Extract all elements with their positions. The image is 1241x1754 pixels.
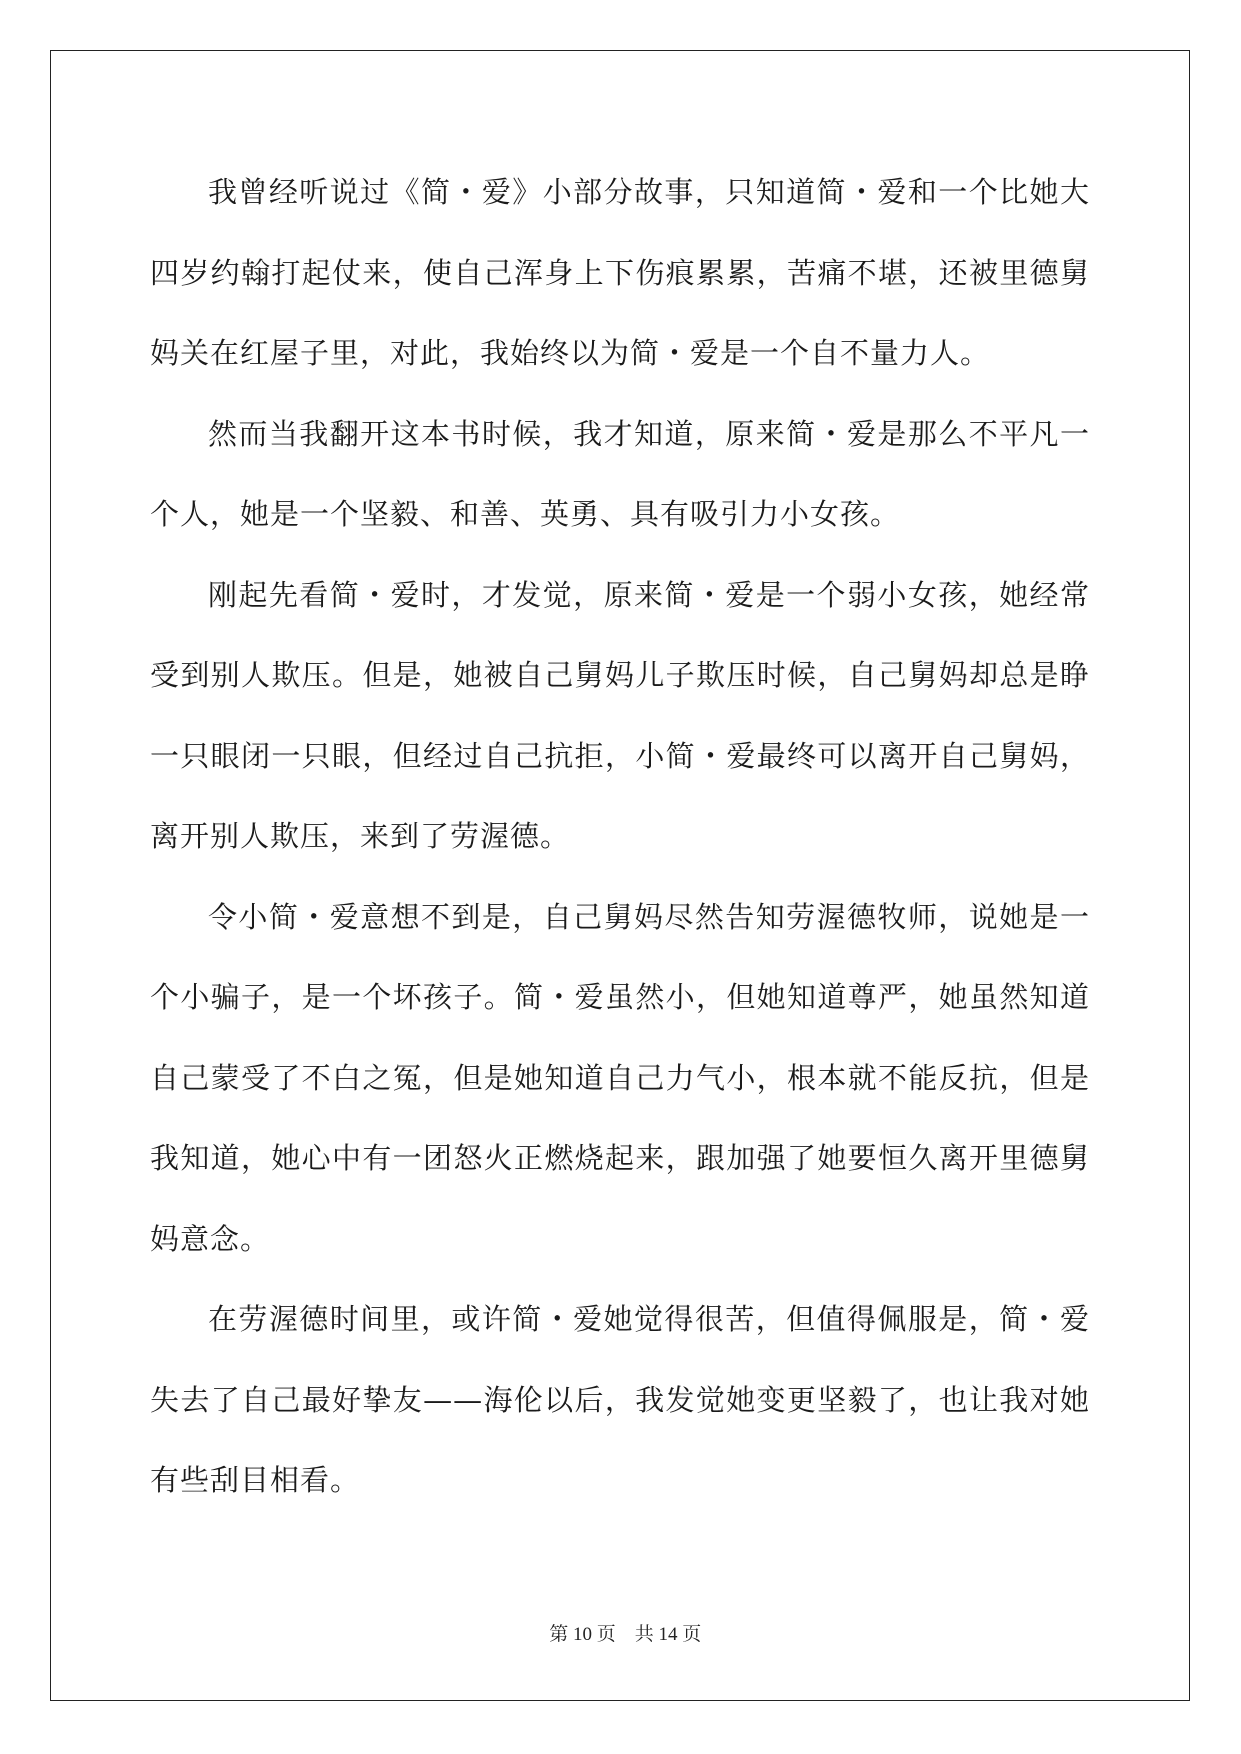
page-label: 第 10 页 共 14 页: [549, 1624, 702, 1645]
paragraph: 在劳渥德时间里，或许简・爱她觉得很苦，但值得佩服是，简・爱失去了自己最好挚友——海伦以后，我发觉她变更坚毅了，也让我对她有些刮目相看。: [150, 1302, 1090, 1497]
paragraph: 我曾经听说过《简・爱》小部分故事，只知道简・爱和一个比她大四岁约翰打起仗来，使自己浑身上下伤痕累累，苦痛不堪，还被里德舅妈关在红屋子里，对此，我始终以为简・爱是一个自不量力人。: [150, 175, 1090, 370]
paragraph: 然而当我翻开这本书时候，我才知道，原来简・爱是那么不平凡一个人，她是一个坚毅、和善、英勇、具有吸引力小女孩。: [150, 416, 1090, 531]
paragraph: 令小简・爱意想不到是，自己舅妈尽然告知劳渥德牧师，说她是一个小骗子，是一个坏孩子。简・爱虽然小，但她知道尊严，她虽然知道自己蒙受了不白之冤，但是她知道自己力气小，根本就不能反抗，但是我知道，她心中有一团怒火正燃烧起来，跟加强了她要恒久离开里德舅妈意念。: [150, 899, 1090, 1256]
document-body: [150, 152, 1090, 1521]
page-number-footer: [0, 1597, 1241, 1646]
paragraph: 刚起先看简・爱时，才发觉，原来简・爱是一个弱小女孩，她经常受到别人欺压。但是，她被自己舅妈儿子欺压时候，自己舅妈却总是睁一只眼闭一只眼，但经过自己抗拒，小简・爱最终可以离开自己舅妈，离开别人欺压，来到了劳渥德。: [150, 577, 1090, 853]
